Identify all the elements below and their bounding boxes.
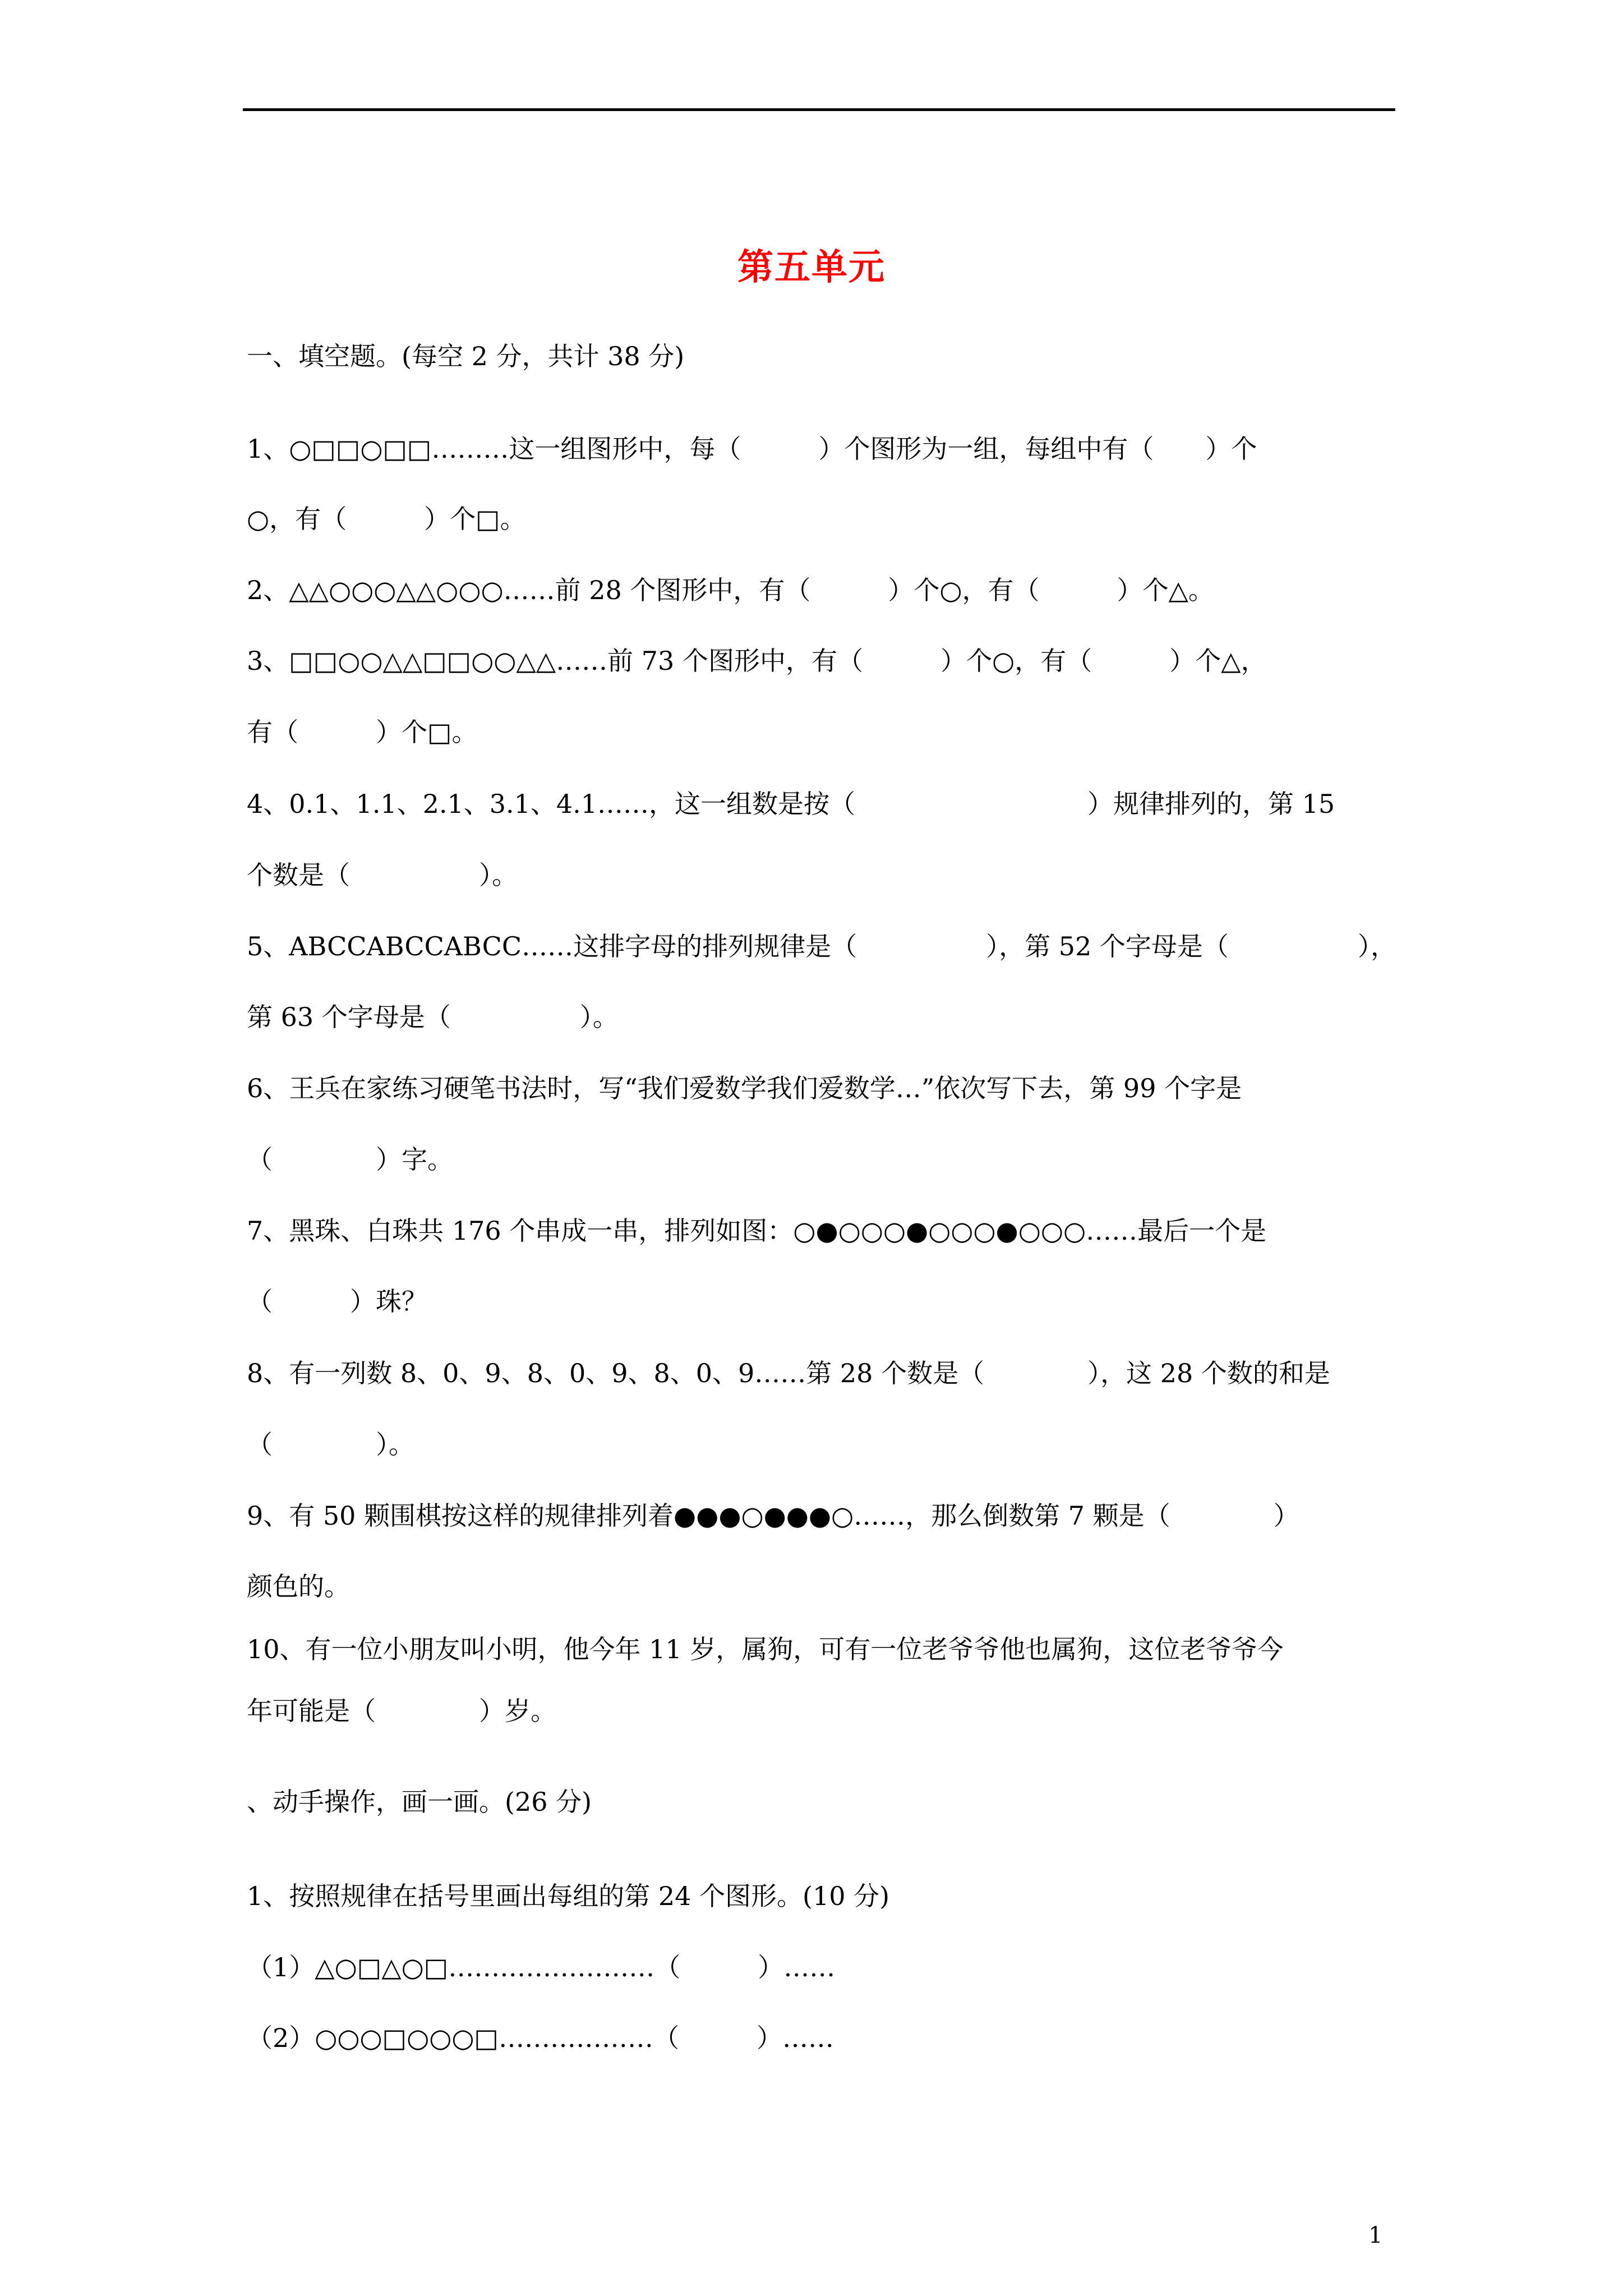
question-line: 8、有一列数 8、0、9、8、0、9、8、0、9……第 28 个数是（ ），这 28 个数的和是 xyxy=(247,1358,1330,1388)
question-line: 第 63 个字母是（ ）。 xyxy=(247,1002,619,1032)
question-line: 有（ ）个□。 xyxy=(247,717,478,747)
question-line: （ ）珠？ xyxy=(247,1286,427,1317)
question-line: （ ）。 xyxy=(247,1429,414,1460)
question-line: 颜色的。 xyxy=(247,1571,350,1602)
question-line: ○，有（ ）个□。 xyxy=(247,504,526,534)
question-line: 2、△△○○○△△○○○……前 28 个图形中，有（ ）个○，有（ ）个△。 xyxy=(247,575,1214,605)
question-line: 1、○□□○□□………这一组图形中，每（ ）个图形为一组，每组中有（ ）个 xyxy=(247,434,1257,464)
question-line: 1、按照规律在括号里画出每组的第 24 个图形。(10 分) xyxy=(247,1881,890,1911)
question-line: （1）△○□△○□……………………（ ）…… xyxy=(247,1952,836,1982)
page-number: 1 xyxy=(1368,2223,1383,2248)
header-rule xyxy=(243,108,1395,111)
question-line: （ ）字。 xyxy=(247,1144,453,1175)
question-line: 10、有一位小朋友叫小明，他今年 11 岁，属狗，可有一位老爷爷他也属狗，这位老爷爷今 xyxy=(247,1634,1284,1664)
question-line: 6、王兵在家练习硬笔书法时，写“我们爱数学我们爱数学…”依次写下去，第 99 个字是 xyxy=(247,1073,1242,1103)
question-line: 年可能是（ ）岁。 xyxy=(247,1696,556,1726)
question-line: 5、ABCCABCCABCC……这排字母的排列规律是（ ），第 52 个字母是（ ）， xyxy=(247,931,1396,961)
question-line: 9、有 50 颗围棋按这样的规律排列着●●●○●●●○……，那么倒数第 7 颗是（ ） xyxy=(247,1501,1299,1531)
question-line: 个数是（ ）。 xyxy=(247,860,518,890)
question-line: 7、黑珠、白珠共 176 个串成一串，排列如图：○●○○○●○○○●○○○……最后一个是 xyxy=(247,1216,1267,1246)
question-line: （2）○○○□○○○□………………（ ）…… xyxy=(247,2023,834,2053)
question-line: 4、0.1、1.1、2.1、3.1、4.1……，这一组数是按（ ）规律排列的，第 15 xyxy=(247,789,1335,819)
page-title: 第五单元 xyxy=(737,246,886,288)
section-1-heading: 一、填空题。(每空 2 分，共计 38 分) xyxy=(247,341,685,371)
question-line: 3、□□○○△△□□○○△△……前 73 个图形中，有（ ）个○，有（ ）个△， xyxy=(247,646,1267,676)
section-2-heading: 、动手操作，画一画。(26 分) xyxy=(247,1787,592,1817)
